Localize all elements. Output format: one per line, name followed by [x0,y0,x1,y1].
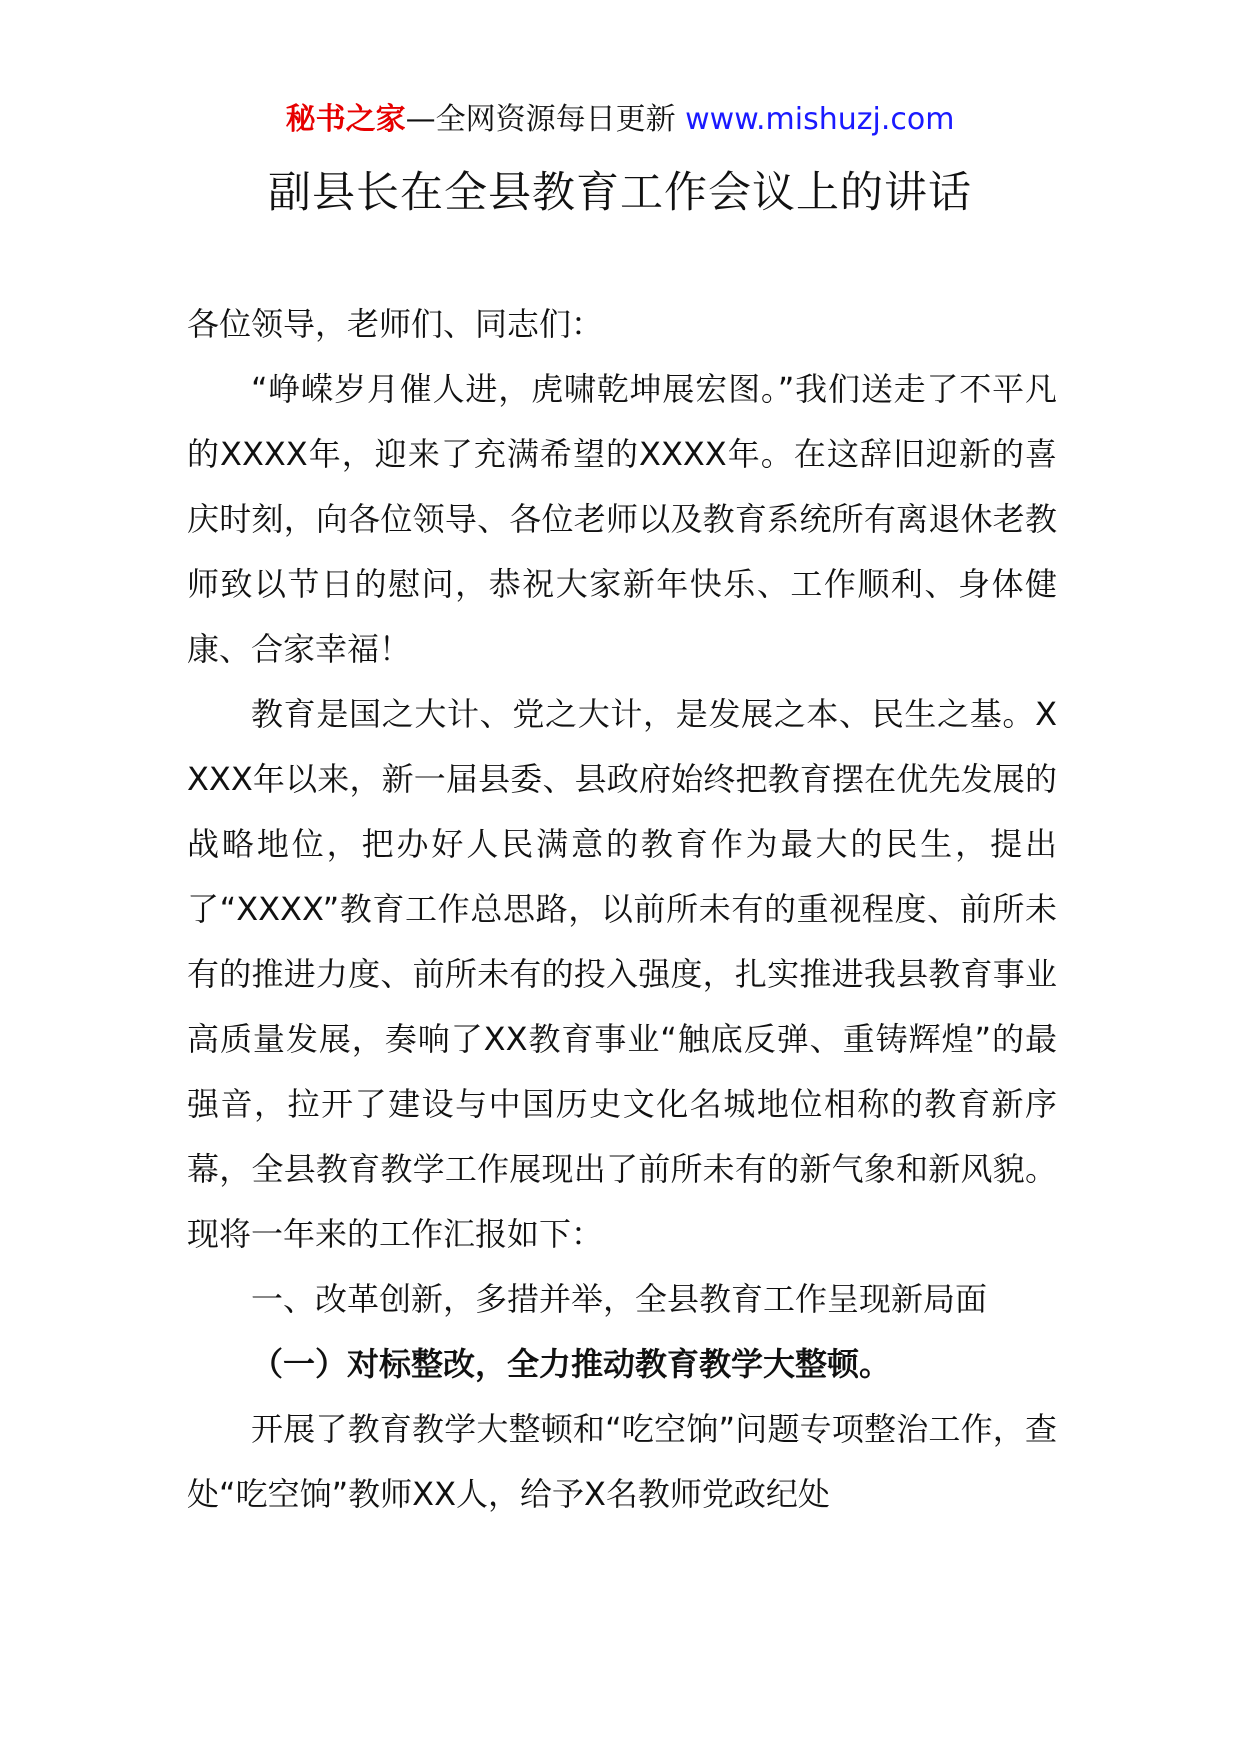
header-tagline: —全网资源每日更新 [405,102,676,137]
document-title: 副县长在全县教育工作会议上的讲话 [268,168,972,218]
salutation: 各位领导，老师们、同志们： [187,305,604,343]
brand-name: 秘书之家 [285,102,406,137]
body-paragraph: “峥嵘岁月催人进，虎啸乾坤展宏图。”我们送走了不平凡的XXXX年，迎来了充满希望的XXXX年。在这辞旧迎新的喜庆时刻，向各位领导、各位老师以及教育系统所有离退休老教师致以节日的慰问，恭祝大家新年快乐、工作顺利、身体健康、合家幸福！ [187,370,1057,668]
body-paragraph: 开展了教育教学大整顿和“吃空饷”问题专项整治工作，查处“吃空饷”教师XX人，给予X名教师党政纪处 [187,1410,1057,1513]
site-header [0,100,1240,140]
body-paragraph: 教育是国之大计、党之大计，是发展之本、民生之基。XXXX年以来，新一届县委、县政府始终把教育摆在优先发展的战略地位，把办好人民满意的教育作为最大的民生，提出了“XXXX”教育工作总思路，以前所未有的重视程度、前所未有的推进力度、前所未有的投入强度，扎实推进我县教育事业高质量发展，奏响了XX教育事业“触底反弹、重铸辉煌”的最强音，拉开了建设与中国历史文化名城地位相称的教育新序幕，全县教育教学工作展现出了前所未有的新气象和新风貌。现将一年来的工作汇报如下： [187,695,1057,1253]
section-heading: 一、改革创新，多措并举，全县教育工作呈现新局面 [251,1280,988,1318]
subsection-heading: （一）对标整改，全力推动教育教学大整顿。 [251,1345,892,1383]
header-url-link[interactable]: www.mishuzj.com [685,102,955,137]
document-body [187,292,1057,1527]
